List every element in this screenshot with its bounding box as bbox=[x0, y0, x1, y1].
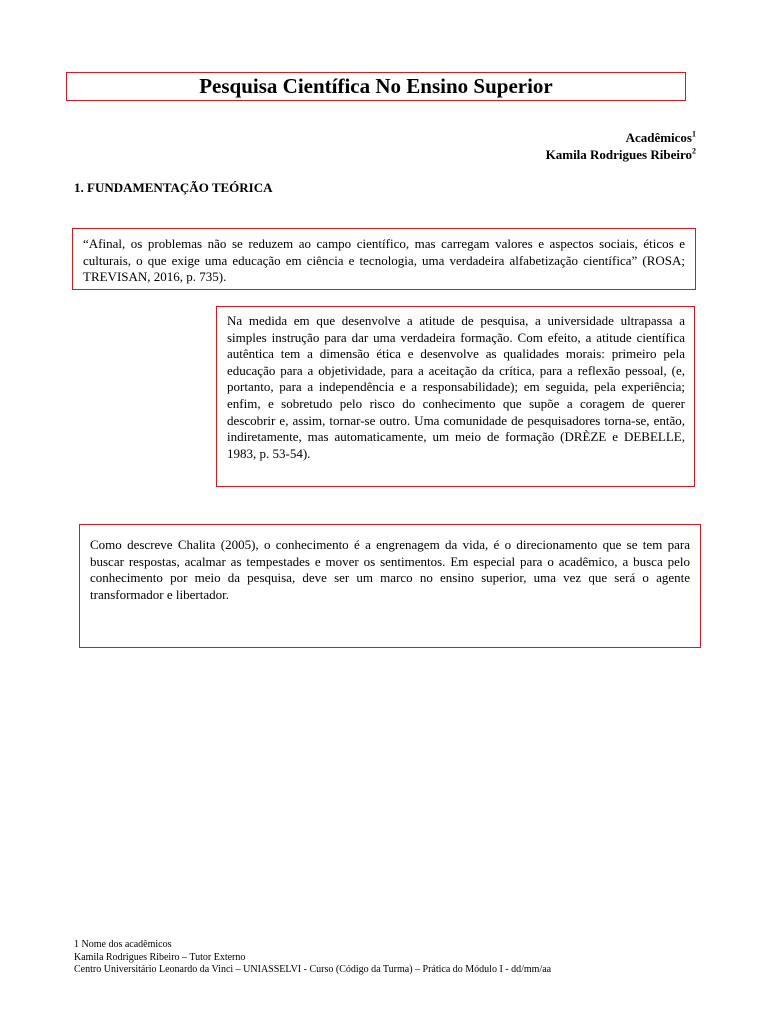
author-name: Kamila Rodrigues Ribeiro bbox=[545, 147, 692, 162]
footnote-marker: 1 bbox=[692, 129, 696, 139]
short-quote-box: “Afinal, os problemas não se reduzem ao campo científico, mas carregam valores e aspectos sociais, éticos e culturais, o que exige uma educação em ciência e tecnologia, uma verdadeira alfabetização científica” (ROSA; TREVISAN, 2016, p. 735). bbox=[72, 228, 696, 290]
author-name: Acadêmicos bbox=[625, 130, 692, 145]
author-line bbox=[546, 146, 696, 163]
footnote-marker: 2 bbox=[692, 146, 696, 156]
paragraph-box: Como descreve Chalita (2005), o conhecimento é a engrenagem da vida, é o direcionamento que se tem para buscar respostas, acalmar as tempestades e mover os sentimentos. Em especial para o acadêmico, a busca pelo conhecimento por meio da pesquisa, deve ser um marco no ensino superior, uma vez que será o agente transformador e libertador. bbox=[79, 524, 701, 648]
document-title: Pesquisa Científica No Ensino Superior bbox=[66, 72, 686, 101]
footnote-line: 1 Nome dos acadêmicos bbox=[74, 939, 172, 950]
footnote-line: Kamila Rodrigues Ribeiro – Tutor Externo bbox=[74, 951, 246, 963]
long-quote-box: Na medida em que desenvolve a atitude de pesquisa, a universidade ultrapassa a simples instrução para dar uma verdadeira formação. Com efeito, a atitude científica autêntica tem a dimensão ética e desenvolve as qualidades morais: primeiro pela educação para a objetividade, para a aceitação da crítica, para a reflexão pessoal, (e, portanto, para a independência e a responsabilidade); em seguida, pela experiência; enfim, e sobretudo pelo risco do conhecimento que supõe a coragem de querer descobrir e, assim, tornar-se outro. Uma comunidade de pesquisadores torna-se, então, indiretamente, mas automaticamente, um meio de formação (DRÈZE e DEBELLE, 1983, p. 53-54). bbox=[216, 306, 695, 487]
author-line bbox=[546, 129, 696, 146]
authors-block bbox=[546, 129, 696, 163]
footnote-line: Centro Universitário Leonardo da Vinci – UNIASSELVI - Curso (Código da Turma) – Prática do Módulo I - dd/mm/aa bbox=[74, 964, 552, 975]
footnotes bbox=[74, 939, 551, 977]
section-heading: 1. FUNDAMENTAÇÃO TEÓRICA bbox=[74, 180, 273, 195]
